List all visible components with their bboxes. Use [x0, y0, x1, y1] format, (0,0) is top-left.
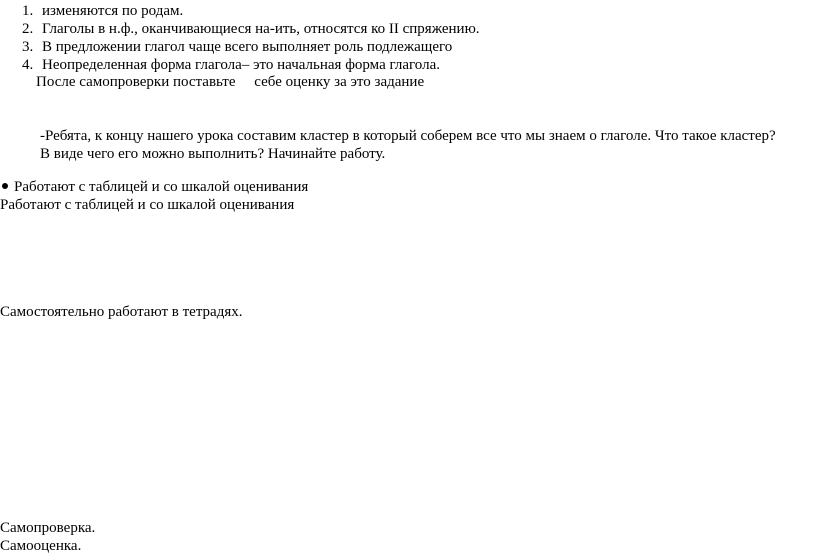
list-text: Неопределенная форма глагола– это начальная форма глагола. — [42, 57, 440, 73]
independent-work-note: Самостоятельно работают в тетрадях. — [0, 304, 243, 320]
work-description: Работают с таблицей и со шкалой оценивания — [0, 197, 295, 213]
bullet-dot-icon — [2, 183, 8, 189]
list-item — [22, 38, 452, 56]
bullet-text: Работают с таблицей и со шкалой оценивания — [14, 179, 309, 195]
cluster-paragraph-line1: -Ребята, к концу нашего урока составим кластер в который соберем все что мы знаем о глаголе. Что такое кластер? — [40, 128, 776, 144]
cluster-paragraph-line2: В виде чего его можно выполнить? Начинайте работу. — [40, 146, 386, 162]
bullet-item — [2, 178, 308, 196]
list-item — [22, 56, 440, 74]
list-text: изменяются по родам. — [42, 3, 184, 19]
list-number: 4. — [22, 57, 34, 73]
list-number: 1. — [22, 3, 34, 19]
self-check-instruction: После самопроверки поставьте себе оценку за это задание — [36, 74, 425, 90]
list-item — [22, 2, 183, 20]
list-text: Глаголы в н.ф., оканчивающиеся на-ить, относятся ко II спряжению. — [42, 21, 480, 37]
list-item — [22, 20, 480, 38]
list-number: 2. — [22, 21, 34, 37]
list-text: В предложении глагол чаще всего выполняет роль подлежащего — [42, 39, 453, 55]
footer-self-assessment: Самооценка. — [0, 538, 82, 554]
list-number: 3. — [22, 39, 34, 55]
footer-self-check: Самопроверка. — [0, 520, 96, 536]
